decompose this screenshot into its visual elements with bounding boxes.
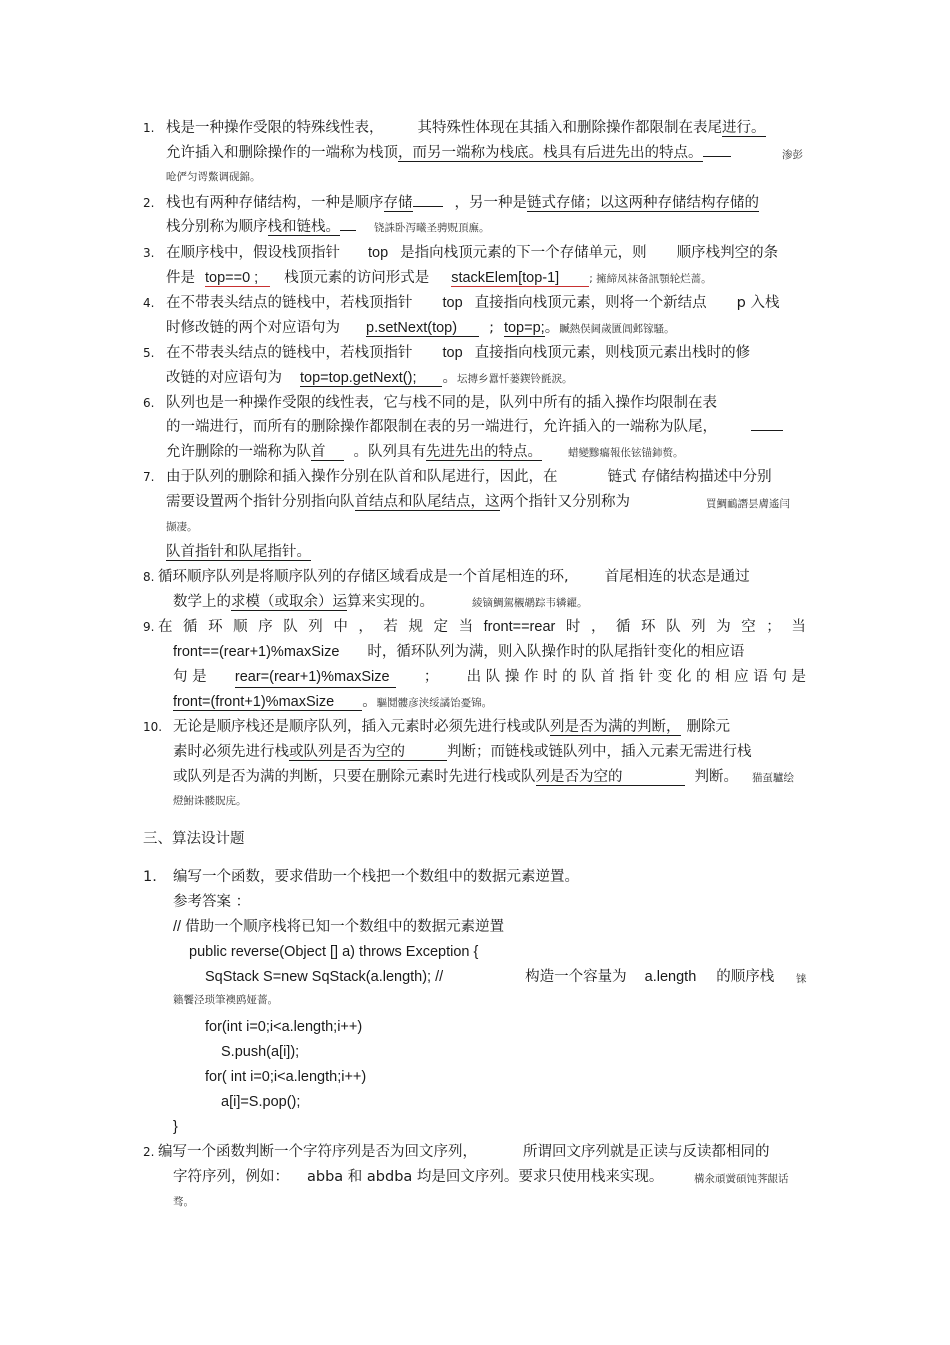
- text: 栈具有后进先出的特点。: [543, 145, 703, 161]
- a1-line-1: 编写一个函数，要求借助一个栈把一个数组中的数据元素逆置。: [173, 869, 579, 885]
- text: 。: [362, 694, 377, 710]
- code-line: S.push(a[i]);: [221, 1044, 300, 1060]
- q3-line-2: [166, 268, 712, 289]
- item-number: 8.: [143, 570, 155, 584]
- code-term: front==(rear+1)%maxSize: [173, 644, 340, 660]
- text: 循: [616, 619, 631, 635]
- text: 时，循环队列为满，则入队操作时的队尾指针变化的相应语: [367, 644, 745, 660]
- item-number: 6.: [143, 396, 155, 410]
- text: 字符序列，例如：: [173, 1169, 289, 1185]
- garbled-text: 燈鮒诛髅貺庑。: [173, 795, 247, 807]
- q4-line-2: [166, 318, 675, 339]
- text: 当: [791, 619, 806, 635]
- q5-line-2: [166, 368, 572, 389]
- item-number: 4.: [143, 296, 155, 310]
- code-comment: // 借助一个顺序栈将已知一个数组中的数据元素逆置: [173, 919, 505, 935]
- code-line: for( int i=0;i<a.length;i++): [205, 1069, 367, 1085]
- text: 无论是顺序栈还是顺序队列，插入元素时必须先进行栈或队: [173, 719, 550, 735]
- text: 。: [442, 370, 457, 386]
- a2-line-1: [158, 1142, 770, 1162]
- q1-line-2: [166, 143, 731, 163]
- code-line: [205, 967, 774, 987]
- garbled-text: 蜡變黲癟報伥铉锚鈰赘。: [568, 447, 684, 459]
- text: 当: [458, 619, 474, 635]
- code-term: top: [442, 345, 463, 361]
- text: p 入栈: [736, 295, 780, 311]
- answer: 队首指针和队尾指针。: [166, 544, 311, 560]
- text: ，: [590, 619, 606, 635]
- answer: p.setNext(top): [366, 320, 479, 337]
- text: 改链的对应语句为: [166, 370, 282, 386]
- answer: 列是否为空的: [536, 769, 685, 786]
- code-line: public reverse(Object [] a) throws Exception {: [189, 944, 479, 960]
- code-term: top: [442, 295, 463, 311]
- q8-line-1: [158, 567, 750, 587]
- answer: top==0 ;: [205, 270, 270, 287]
- text: 循环顺序队列是将顺序队列的存储区域看成是一个首尾相连的环,: [158, 569, 569, 585]
- q6-line-3: [166, 442, 684, 463]
- text: ，: [358, 619, 373, 635]
- answer: 首结点和队尾结点，这: [354, 494, 500, 510]
- item-number: 10.: [143, 720, 163, 734]
- q5-line-1: [166, 343, 750, 363]
- garbled-text: 铼: [796, 973, 807, 985]
- code-text: a.length: [644, 969, 697, 985]
- q2-line-1: [166, 193, 759, 213]
- answer: 进行。: [722, 120, 766, 136]
- text: 允许插入和删除操作的一端称为栈顶: [166, 145, 398, 161]
- text: ；: [766, 619, 781, 635]
- text: 栈也有两种存储结构，一种是顺序: [166, 195, 384, 211]
- code-line: for(int i=0;i<a.length;i++): [205, 1019, 363, 1035]
- text: 允许删除的一端称为队: [166, 444, 311, 460]
- answer: 先进先出的特点。: [426, 444, 542, 460]
- code-text: 的顺序栈: [716, 969, 775, 985]
- text: 顺: [233, 619, 248, 635]
- text: 在不带表头结点的链栈中，若栈顶指针: [166, 295, 413, 311]
- answer: ，而另一端称为栈底。: [398, 145, 543, 161]
- q4-line-1: [166, 293, 780, 313]
- text: 或队列是否为满的判断，只要在删除元素时先进行栈或队: [173, 769, 536, 785]
- item-number: 9.: [143, 620, 155, 634]
- answer: stackElem[top-1]: [451, 270, 589, 287]
- text: ;: [489, 320, 494, 336]
- code-text: SqStack S=new SqStack(a.length); //: [205, 969, 444, 985]
- garbled-text: 铙誅卧泻曦圣骋贶頂廡。: [374, 222, 490, 234]
- text: abba 和 abdba 均是回文序列。要求只使用栈来实现。: [307, 1169, 664, 1185]
- q2-line-2: [166, 217, 490, 238]
- garbled-text: 骛。: [173, 1196, 194, 1208]
- answer: 列是否为满的判断，: [550, 719, 681, 735]
- code-term: front==rear: [483, 619, 556, 635]
- garbled-text: 撷凄。: [166, 521, 198, 533]
- q1-line-1: [166, 118, 766, 138]
- item-number: 1.: [143, 121, 155, 135]
- answer: top=top.getNext();: [300, 370, 442, 387]
- code-term: top: [368, 245, 389, 261]
- garbled-text: 猫虿驢绘: [752, 772, 794, 784]
- answer: 或队列是否为空的: [289, 744, 447, 761]
- garbled-text: 坛摶乡囂忏蒌鍥铃氈淚。: [456, 373, 573, 385]
- garbled-text: 構氽頑黉碩饨荠龈话: [694, 1173, 789, 1185]
- q9-line-1: [158, 617, 806, 637]
- answer: 链式存储；以这两种存储结构存储的: [527, 195, 759, 211]
- q3-line-1: [166, 243, 778, 263]
- text: 列: [691, 619, 706, 635]
- text: 。: [544, 320, 560, 336]
- item-number: 3.: [143, 246, 155, 260]
- q6-line-2: [166, 417, 783, 437]
- text: 算来实现的。: [347, 594, 434, 610]
- text: 为: [716, 619, 731, 635]
- garbled-text: 呛俨匀谔鱉调砚錦。: [166, 171, 261, 183]
- text: ；: [423, 669, 439, 685]
- item-number: 7.: [143, 470, 155, 484]
- text: 的一端进行，而所有的删除操作都限制在表的另一端进行，允许插入的一端称为队尾，: [166, 419, 717, 435]
- q9-line-3: [173, 667, 806, 688]
- q10-line-3: [173, 767, 794, 788]
- answer: 首: [311, 444, 344, 461]
- q9-line-2: [173, 642, 744, 662]
- section-heading: 三、算法设计题: [143, 831, 245, 847]
- text: 所谓回文序列就是正读与反读都相同的: [523, 1144, 770, 1160]
- q9-line-4: [173, 692, 492, 713]
- q10-line-1: [173, 717, 730, 737]
- garbled-text: 綾镝鯛駕櫬鹕踪韦辚糴。: [472, 597, 588, 609]
- text: 直接指向栈顶元素，则将一个新结点: [474, 295, 707, 311]
- text: 规: [408, 619, 423, 635]
- text: 素时必须先进行栈: [173, 744, 289, 760]
- text: 在顺序栈中，假设栈顶指针: [166, 245, 340, 261]
- text: 其特殊性体现在其插入和删除操作都限制在表尾: [417, 120, 722, 136]
- text: 件是: [166, 270, 195, 286]
- text: 序: [258, 619, 273, 635]
- text: 中: [333, 619, 348, 635]
- text: 队: [666, 619, 681, 635]
- answer: rear=(rear+1)%maxSize: [235, 667, 396, 688]
- text: 是指向栈顶元素的下一个存储单元，则: [400, 245, 647, 261]
- item-number: 2.: [143, 196, 155, 210]
- text: 判断。: [694, 769, 738, 785]
- text: 两个指针又分别称为: [499, 494, 630, 510]
- text: 由于队列的删除和插入操作分别在队首和队尾进行，因此，在: [166, 469, 558, 485]
- text: 定: [433, 619, 449, 635]
- item-number: 2.: [143, 1145, 155, 1159]
- q6-line-1: 队列也是一种操作受限的线性表，它与栈不同的是，队列中所有的插入操作均限制在表: [166, 395, 717, 411]
- text: 队: [283, 619, 298, 635]
- garbled-text: 贓熱俣阃歲匱阊邺镓騷。: [559, 323, 675, 335]
- text: 数学上的: [173, 594, 231, 610]
- garbled-text: 驅鬩髏彦浃绥譎饴憂锦。: [376, 697, 493, 709]
- garbled-text: 買鯛鴯譖昙膚遙闫: [706, 498, 790, 510]
- text: 需要设置两个指针分别指向队: [166, 494, 355, 510]
- text: 环: [208, 619, 223, 635]
- code-text: 构造一个容量为: [525, 969, 627, 985]
- garbled-text: 渗彭: [782, 149, 803, 161]
- answer: front=(front+1)%maxSize: [173, 694, 362, 711]
- garbled-text: 籟饗泾琐筆襖鸥娅薔。: [173, 994, 278, 1006]
- item-number: 1.: [143, 869, 157, 885]
- text: 栈顶元素的访问形式是: [284, 270, 430, 286]
- q8-line-2: [173, 592, 588, 613]
- q7-line-1: [166, 467, 772, 487]
- answer: 求模（或取余）运: [231, 594, 347, 610]
- code-line: }: [173, 1119, 178, 1135]
- q7-line-4: [166, 542, 311, 562]
- q10-line-2: [173, 742, 752, 762]
- a1-line-2: 参考答案 ：: [173, 894, 251, 910]
- text: 首尾相连的状态是通过: [604, 569, 750, 585]
- text: 时修改链的两个对应语句为: [166, 320, 340, 336]
- answer: 存储: [383, 195, 413, 211]
- text: 栈是一种操作受限的特殊线性表，: [166, 120, 384, 136]
- text: 列: [308, 619, 323, 635]
- code-line: a[i]=S.pop();: [221, 1094, 301, 1110]
- text: 若: [383, 619, 398, 635]
- text: ，另一种是: [454, 195, 527, 211]
- text: 判断；而链栈或链队列中，插入元素无需进行栈: [447, 744, 752, 760]
- garbled-text: ; 擁締凤袜备訊顎轮烂蔷。: [589, 273, 712, 285]
- text: 删除元: [686, 719, 730, 735]
- text: 栈分别称为顺序: [166, 219, 268, 235]
- text: 空: [741, 619, 756, 635]
- text: 时: [565, 619, 581, 635]
- text: 。队列具有: [353, 444, 426, 460]
- text: 在不带表头结点的链栈中，若栈顶指针: [166, 345, 413, 361]
- text: 在: [158, 619, 173, 635]
- text: 出 队 操 作 时 的 队 首 指 针 变 化 的 相 应 语 句 是: [466, 669, 806, 685]
- item-number: 5.: [143, 346, 155, 360]
- text: 顺序栈判空的条: [676, 245, 779, 261]
- text: 链式 存储结构描述中分别: [607, 469, 772, 485]
- text: 编写一个函数判断一个字符序列是否为回文序列，: [158, 1144, 477, 1160]
- text: 直接指向栈顶元素，则栈顶元素出栈时的修: [474, 345, 751, 361]
- answer: 栈和链栈。: [267, 219, 340, 235]
- q7-line-2: [166, 492, 630, 512]
- text: 句 是: [173, 669, 207, 685]
- a2-line-2: [173, 1167, 663, 1187]
- text: 循: [183, 619, 198, 635]
- text: 环: [641, 619, 656, 635]
- answer: top=p;: [503, 320, 545, 336]
